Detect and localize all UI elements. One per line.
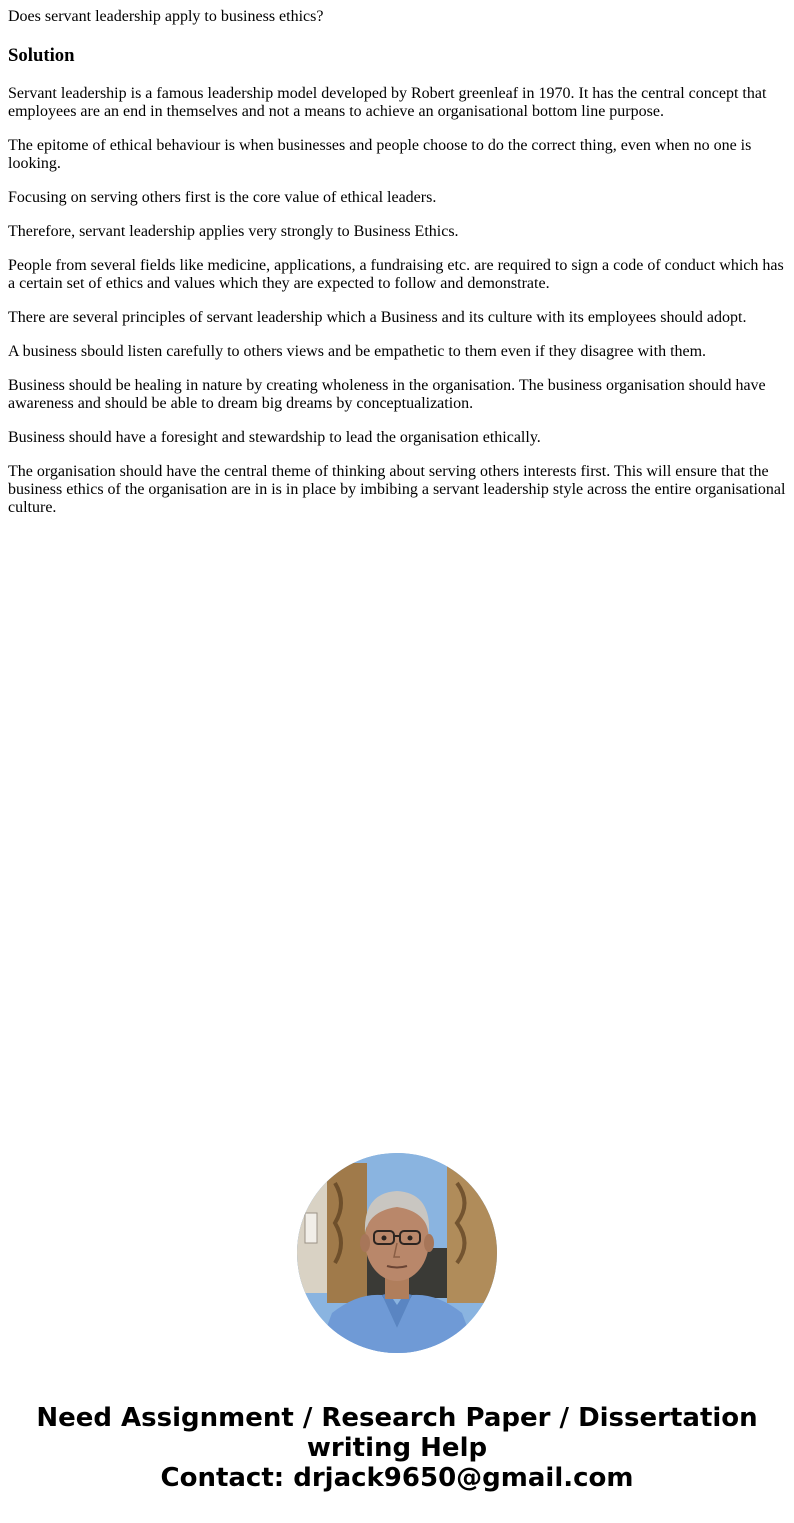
- solution-paragraph: Therefore, servant leadership applies very strongly to Business Ethics.: [8, 223, 459, 240]
- contact-banner: [0, 1403, 794, 1493]
- solution-paragraph: Business should be healing in nature by creating wholeness in the organisation. The business organisation should have awareness and should be able to dream big dreams by conceptualization.: [8, 377, 766, 412]
- promo-section: [0, 1153, 794, 1493]
- avatar: [297, 1153, 497, 1353]
- solution-paragraph: The epitome of ethical behaviour is when businesses and people choose to do the correct thing, even when no one is looking.: [8, 137, 752, 172]
- solution-paragraph: Business should have a foresight and stewardship to lead the organisation ethically.: [8, 429, 541, 446]
- promo-line-1: Need Assignment / Research Paper / Dissertation: [36, 1403, 758, 1433]
- promo-contact-line: Contact: drjack9650@gmail.com: [160, 1463, 634, 1493]
- solution-paragraph: A business sbould listen carefully to others views and be empathetic to them even if they disagree with them.: [8, 343, 707, 360]
- solution-paragraph: Servant leadership is a famous leadership model developed by Robert greenleaf in 1970. It has the central concept that employees are an end in themselves and not a means to achieve an organisational bottom line purpose.: [8, 85, 767, 120]
- solution-paragraph: There are several principles of servant leadership which a Business and its culture with its employees should adopt.: [8, 309, 747, 326]
- solution-paragraph: People from several fields like medicine, applications, a fundraising etc. are required to sign a code of conduct which has a certain set of ethics and values which they are expected to follow and demonstrate.: [8, 257, 784, 292]
- solution-paragraph: The organisation should have the central theme of thinking about serving others interests first. This will ensure that the business ethics of the organisation are in is in place by imbibing a servant leadership style across the entire organisational culture.: [8, 463, 786, 516]
- solution-paragraph: Focusing on serving others first is the core value of ethical leaders.: [8, 189, 437, 206]
- solution-heading: Solution: [8, 45, 75, 66]
- question-text: Does servant leadership apply to business ethics?: [8, 8, 324, 25]
- avatar-portrait-image: [297, 1153, 497, 1353]
- document-body: [0, 0, 794, 517]
- promo-line-2: writing Help: [306, 1433, 488, 1463]
